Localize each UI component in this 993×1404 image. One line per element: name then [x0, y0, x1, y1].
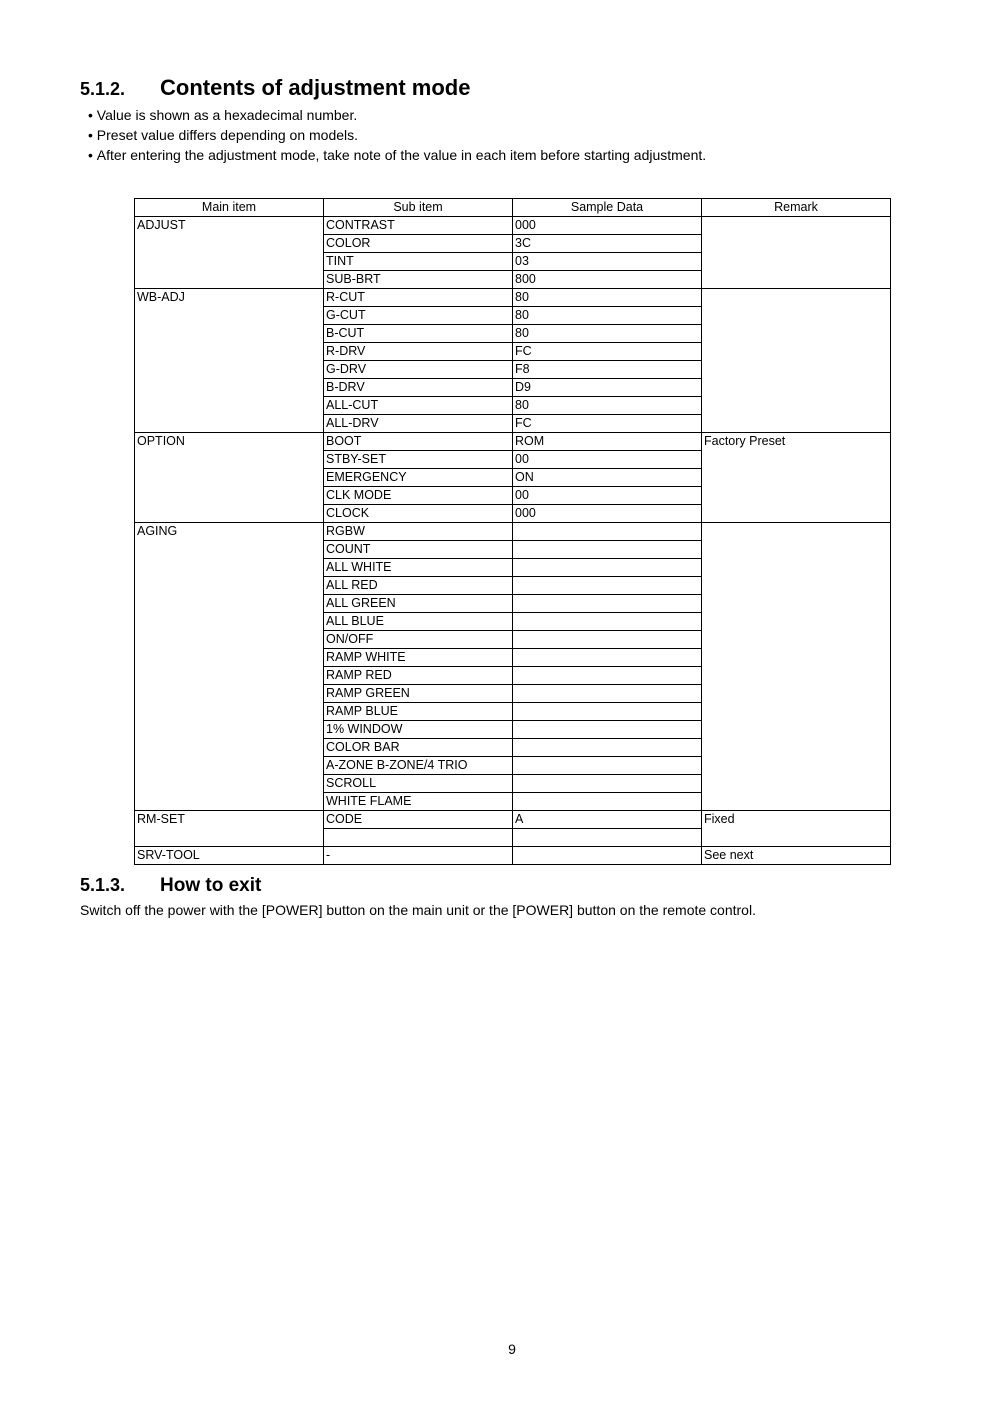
sub-item-cell: RAMP RED	[324, 667, 513, 685]
remark-cell: Factory Preset	[702, 433, 891, 523]
sub-item-cell: CLK MODE	[324, 487, 513, 505]
sub-item-cell: G-CUT	[324, 307, 513, 325]
sample-data-cell: FC	[513, 415, 702, 433]
section-number: 5.1.3.	[80, 875, 126, 895]
sub-item-cell: WHITE FLAME	[324, 793, 513, 811]
sample-data-cell: A	[513, 811, 702, 829]
sample-data-cell	[513, 523, 702, 541]
header-sub-item: Sub item	[324, 199, 513, 217]
table-row	[135, 847, 891, 865]
header-remark: Remark	[702, 199, 891, 217]
sub-item-cell: ALL BLUE	[324, 613, 513, 631]
sample-data-cell: 80	[513, 289, 702, 307]
sub-item-cell: TINT	[324, 253, 513, 271]
sample-data-cell	[513, 775, 702, 793]
main-item-cell: OPTION	[135, 433, 324, 523]
table-row	[135, 523, 891, 541]
sample-data-cell	[513, 703, 702, 721]
note-item: • After entering the adjustment mode, take note of the value in each item before starting adjustment.	[88, 145, 706, 165]
table-body	[135, 217, 891, 865]
sub-item-cell: SUB-BRT	[324, 271, 513, 289]
table-row	[135, 811, 891, 829]
sample-data-cell: 03	[513, 253, 702, 271]
remark-cell	[702, 217, 891, 289]
sub-item-cell: RGBW	[324, 523, 513, 541]
sample-data-cell	[513, 721, 702, 739]
sample-data-cell: 00	[513, 487, 702, 505]
sample-data-cell: D9	[513, 379, 702, 397]
sub-item-cell: G-DRV	[324, 361, 513, 379]
sub-item-cell: ON/OFF	[324, 631, 513, 649]
sub-item-cell: ALL GREEN	[324, 595, 513, 613]
table-header-row	[135, 199, 891, 217]
sub-item-cell: ALL RED	[324, 577, 513, 595]
sub-item-cell: RAMP GREEN	[324, 685, 513, 703]
sub-item-cell: 1% WINDOW	[324, 721, 513, 739]
sample-data-cell	[513, 631, 702, 649]
sample-data-cell: 000	[513, 217, 702, 235]
sample-data-cell: 80	[513, 307, 702, 325]
sub-item-cell: B-DRV	[324, 379, 513, 397]
sample-data-cell	[513, 847, 702, 865]
remark-cell	[702, 289, 891, 433]
remark-cell	[702, 523, 891, 811]
sample-data-cell	[513, 649, 702, 667]
header-main-item: Main item	[135, 199, 324, 217]
sample-data-cell	[513, 595, 702, 613]
note-item: • Preset value differs depending on models.	[88, 125, 706, 145]
sample-data-cell: 000	[513, 505, 702, 523]
sample-data-cell	[513, 685, 702, 703]
exit-instructions: Switch off the power with the [POWER] button on the main unit or the [POWER] button on the remote control.	[80, 902, 756, 918]
sample-data-cell: F8	[513, 361, 702, 379]
sub-item-cell: BOOT	[324, 433, 513, 451]
sub-item-cell: -	[324, 847, 513, 865]
adjustment-mode-table	[134, 198, 891, 865]
sample-data-cell	[513, 793, 702, 811]
sub-item-cell: CLOCK	[324, 505, 513, 523]
note-item: • Value is shown as a hexadecimal number.	[88, 105, 706, 125]
sub-item-cell: STBY-SET	[324, 451, 513, 469]
sub-item-cell: COUNT	[324, 541, 513, 559]
table-row	[135, 433, 891, 451]
sub-item-cell: B-CUT	[324, 325, 513, 343]
sample-data-cell	[513, 739, 702, 757]
section-title: Contents of adjustment mode	[160, 75, 471, 100]
table-row	[135, 217, 891, 235]
table-row	[135, 289, 891, 307]
sub-item-cell: ALL-DRV	[324, 415, 513, 433]
sample-data-cell	[513, 757, 702, 775]
sample-data-cell	[513, 559, 702, 577]
sub-item-cell: RAMP BLUE	[324, 703, 513, 721]
page-number: 9	[508, 1341, 516, 1357]
main-item-cell: RM-SET	[135, 811, 324, 847]
sample-data-cell	[513, 577, 702, 595]
sub-item-cell	[324, 829, 513, 847]
main-item-cell: WB-ADJ	[135, 289, 324, 433]
sub-item-cell: RAMP WHITE	[324, 649, 513, 667]
sub-item-cell: CODE	[324, 811, 513, 829]
header-sample-data: Sample Data	[513, 199, 702, 217]
sample-data-cell: 800	[513, 271, 702, 289]
main-item-cell: ADJUST	[135, 217, 324, 289]
sub-item-cell: CONTRAST	[324, 217, 513, 235]
sub-item-cell: R-DRV	[324, 343, 513, 361]
main-item-cell: AGING	[135, 523, 324, 811]
sample-data-cell: 00	[513, 451, 702, 469]
remark-cell: See next	[702, 847, 891, 865]
sample-data-cell	[513, 829, 702, 847]
sub-item-cell: R-CUT	[324, 289, 513, 307]
sample-data-cell: 3C	[513, 235, 702, 253]
notes-list	[88, 105, 706, 165]
sample-data-cell: ROM	[513, 433, 702, 451]
sub-item-cell: ALL WHITE	[324, 559, 513, 577]
section-heading-how-to-exit	[80, 875, 261, 897]
sub-item-cell: ALL-CUT	[324, 397, 513, 415]
section-title: How to exit	[160, 875, 262, 896]
main-item-cell: SRV-TOOL	[135, 847, 324, 865]
section-number: 5.1.2.	[80, 79, 126, 99]
sub-item-cell: COLOR	[324, 235, 513, 253]
sample-data-cell: FC	[513, 343, 702, 361]
section-heading-adjustment-mode	[80, 75, 470, 101]
sub-item-cell: SCROLL	[324, 775, 513, 793]
sub-item-cell: EMERGENCY	[324, 469, 513, 487]
sub-item-cell: COLOR BAR	[324, 739, 513, 757]
sample-data-cell: 80	[513, 397, 702, 415]
remark-cell: Fixed	[702, 811, 891, 847]
sample-data-cell: 80	[513, 325, 702, 343]
sample-data-cell	[513, 613, 702, 631]
sample-data-cell	[513, 667, 702, 685]
sample-data-cell	[513, 541, 702, 559]
sample-data-cell: ON	[513, 469, 702, 487]
sub-item-cell: A-ZONE B-ZONE/4 TRIO	[324, 757, 513, 775]
